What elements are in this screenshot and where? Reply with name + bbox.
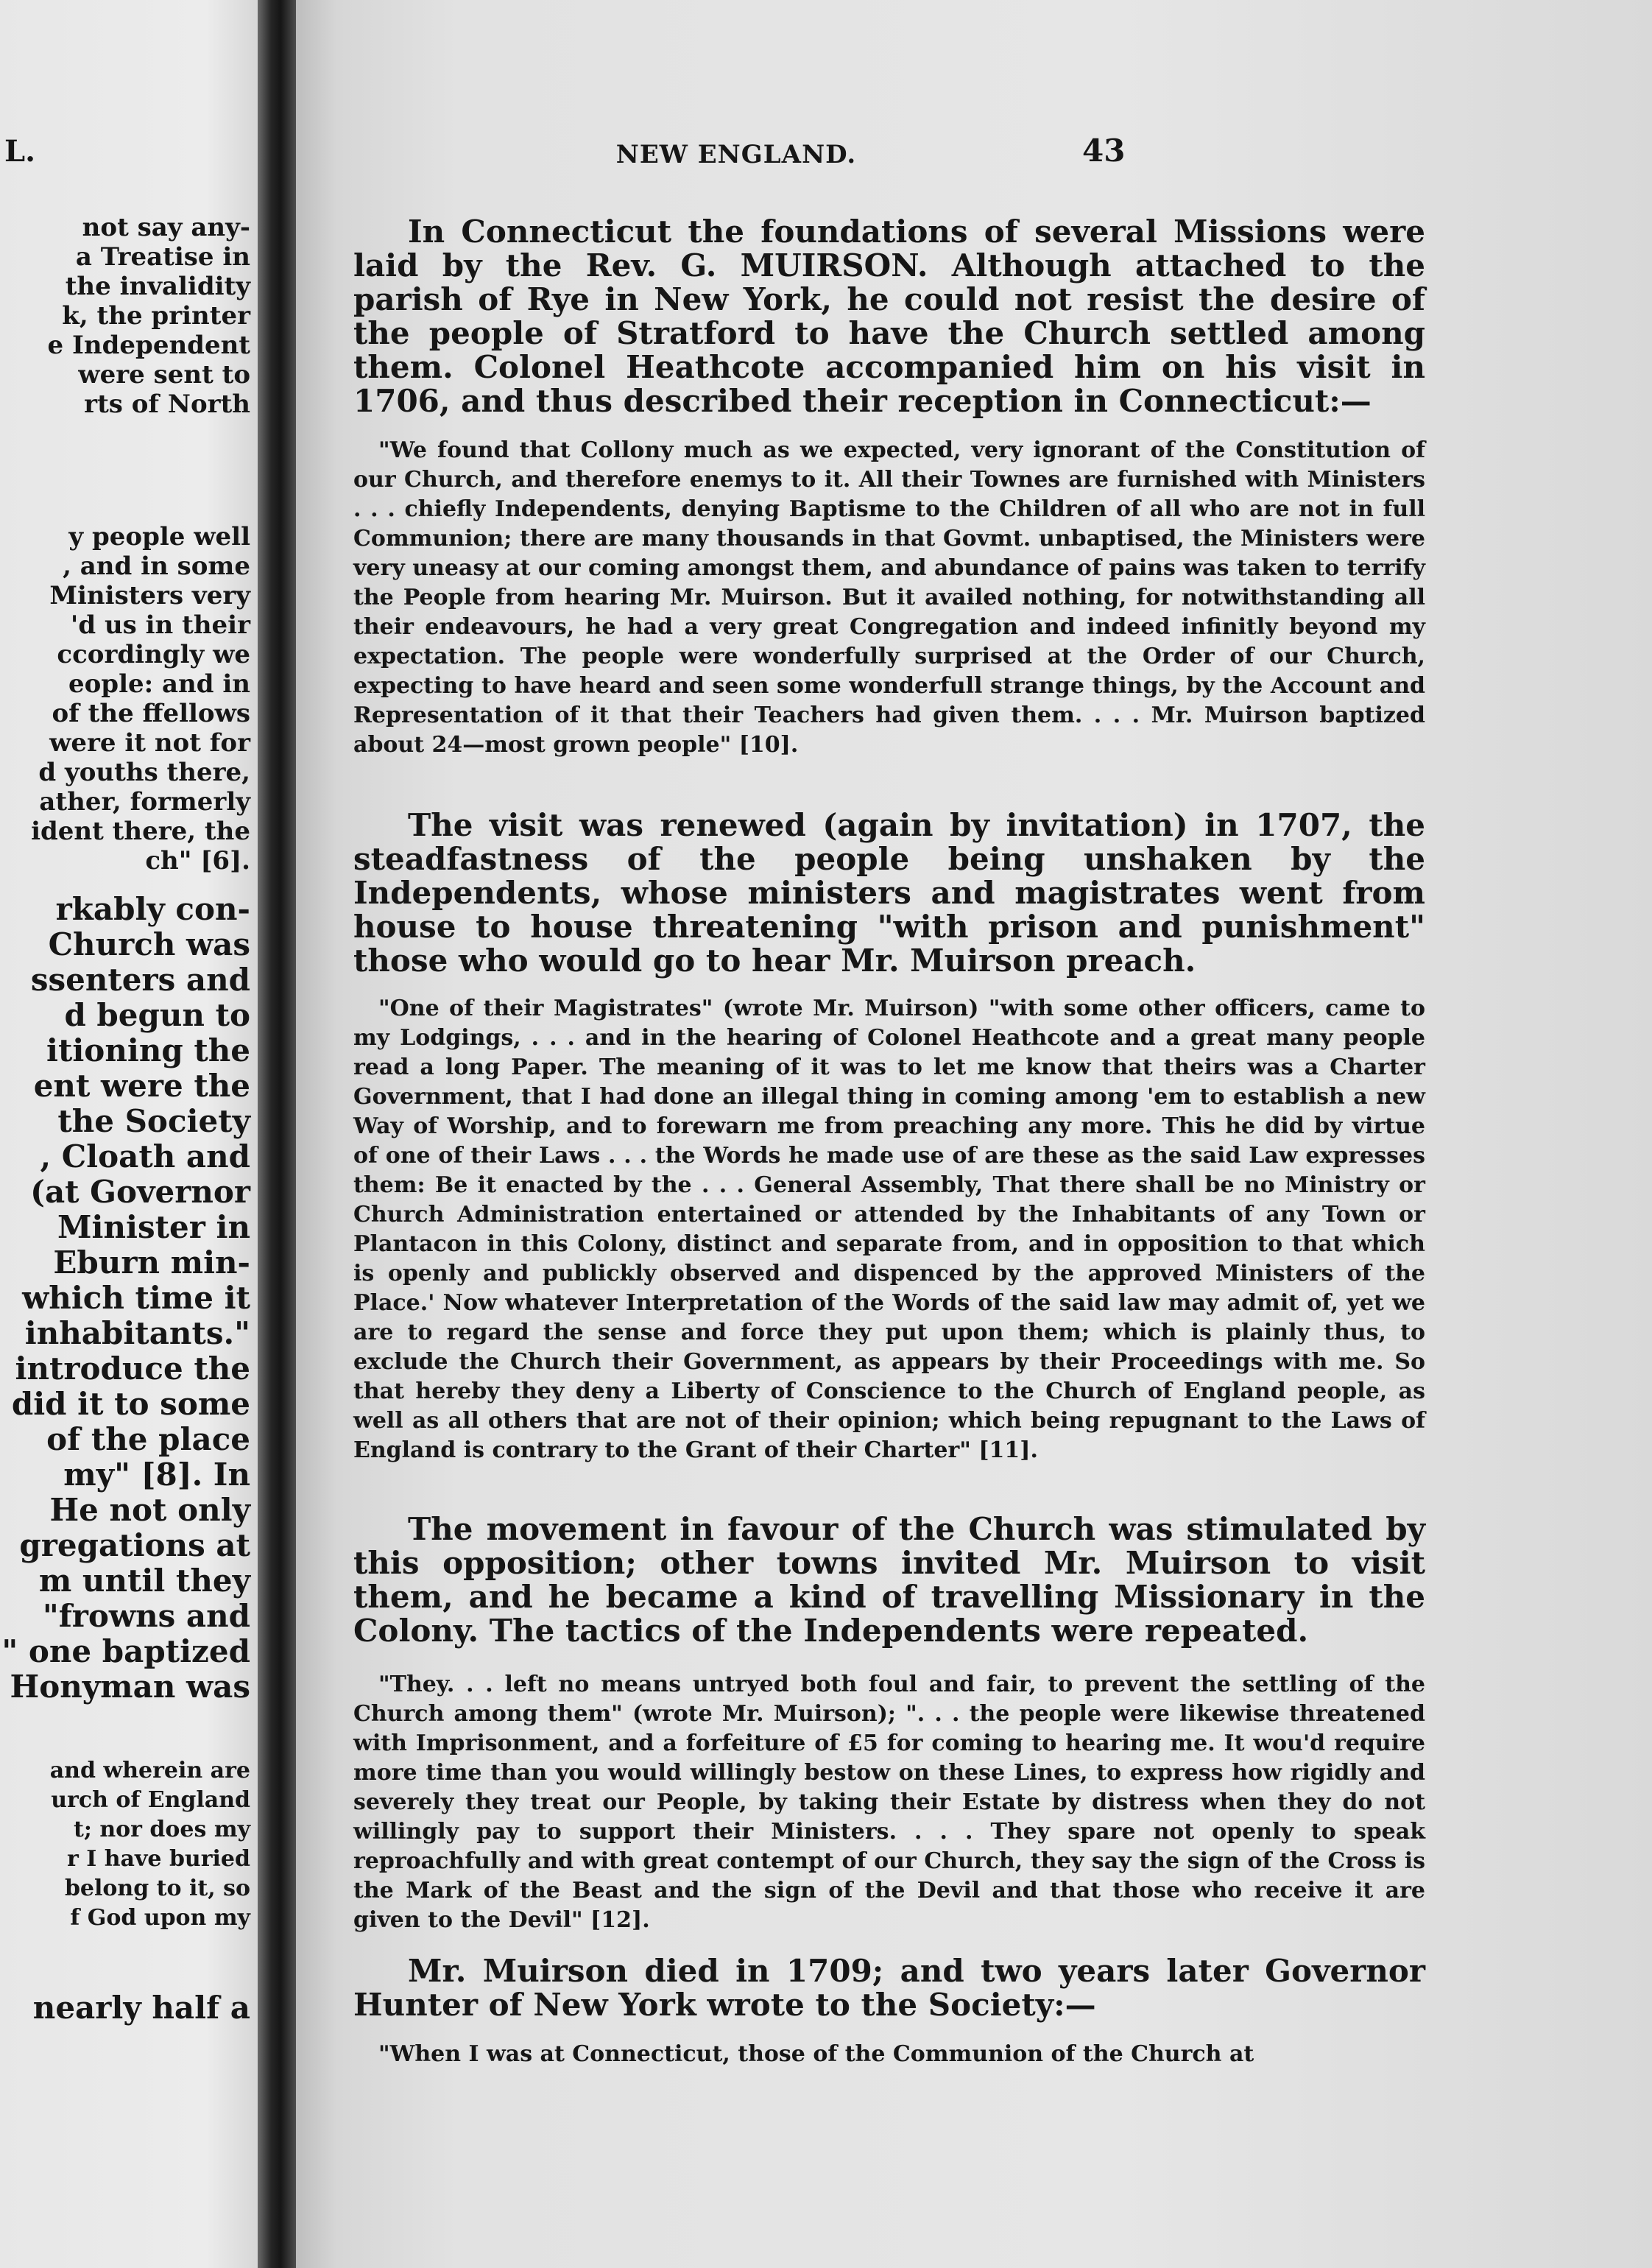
left-page-line: nearly half a [32, 1990, 250, 2026]
left-page-line: Minister in [57, 1209, 250, 1245]
left-page-line: y people well [68, 522, 250, 552]
block-quote: "When I was at Connecticut, those of the Communion of the Church at [378, 2041, 1254, 2067]
block-quote: "One of their Magistrates" (wrote Mr. Muirson) "with some other officers, came to my Lodgings, . . . and in the hearing of Colonel Heathcote and a great many people read a long Paper. The meaning of it was to let me know that theirs was a Charter Government, that I had done an illegal thing in coming among 'em to establish a new Way of Worship, and to forewarn me from preaching any more. This he did by virtue of one of their Laws . . . the Words he made use of are these as the said Law expresses them: Be it enacted by the . . . General Assembly, That there shall be no Ministry or Church Administration entertained or attended by the Inhabitants of any Town or Plantacon in this Colony, distinct and separate from, and in opposition to that which is openly and publickly observed and dispenced by the approved Ministers of the Place.' Now whatever Interpretation of the Words of the said law may admit of, yet we are to regard the sense and force they put upon them; which is plainly thus, to exclude the Church their Government, as appears by their Proceedings with me. So that hereby they deny a Liberty of Conscience to the Church of England people, as well as all others that are not of their opinion; which being repugnant to the Laws of England is contrary to the Grant of their Charter" [11]. [353, 996, 1425, 1463]
block-quote: "They. . . left no means untryed both foul and fair, to prevent the settling of the Church among them" (wrote Mr. Muirson); ". . . the people were likewise threatened with Imprisonment, and a forfeiture of £5 for coming to hearing me. It wou'd require more time than you would willingly bestow on these Lines, to express how rigidly and severely they treat our People, by taking their Estate by distress when they do not willingly pay to support their Ministers. . . . They spare not openly to speak reproachfully and with great contempt of our Church, they say the sign of the Cross is the Mark of the Beast and the sign of the Devil and that those who receive it are given to the Devil" [12]. [353, 1672, 1425, 1933]
left-page-line: not say any- [82, 213, 250, 242]
left-page-line: introduce the [15, 1350, 250, 1387]
left-page-line: gregations at [19, 1527, 250, 1563]
left-page-line: (at Governor [30, 1174, 250, 1210]
left-page-line: were sent to [78, 360, 250, 390]
left-page-line: f God upon my [70, 1905, 250, 1931]
left-page-line: Honyman was [10, 1669, 250, 1705]
left-page-line: t; nor does my [73, 1817, 250, 1842]
left-page-line: the Society [57, 1103, 250, 1139]
left-page-line: ssenters and [30, 962, 250, 998]
left-page-line: and wherein are [49, 1758, 250, 1783]
block-quote: "We found that Collony much as we expected, very ignorant of the Constitution of our Church, and therefore enemys to it. All their Townes are furnished with Ministers . . . chiefly Independents, denying Baptisme to the Children of all who are not in full Communion; there are many thousands in that Govmt. unbaptised, the Ministers were very uneasy at our coming amongst them, and abundance of pains was taken to terrify the People from hearing Mr. Muirson. But it availed nothing, for notwithstanding all their endeavours, he had a very great Congregation and indeed infinitly beyond my expectation. The people were wonderfully surprised at the Order of our Church, expecting to have heard and seen some wonderfull strange things, by the Account and Representation of it that their Teachers had given them. . . . Mr. Muirson baptized about 24—most grown people" [10]. [353, 437, 1425, 758]
running-head: NEW ENGLAND. [615, 140, 857, 169]
left-page-line: ident there, the [31, 817, 250, 846]
body-paragraph: In Connecticut the foundations of several Missions were laid by the Rev. G. MUIRSON. Although attached to the parish of Rye in New York, he could not resist the desire of the people of Stratford to have the Church settled among them. Colonel Heathcote accompanied him on his visit in 1706, and thus described their reception in Connecticut:— [353, 214, 1425, 419]
left-page-line: k, the printer [62, 301, 250, 331]
left-page-line: my" [8]. In [63, 1457, 250, 1493]
left-page-line: were it not for [49, 728, 250, 758]
left-page-line: ather, formerly [39, 787, 250, 817]
left-page-line: rts of North [84, 390, 250, 419]
left-page-line: did it to some [11, 1386, 250, 1422]
left-page-line: ccordingly we [57, 640, 250, 669]
page-number: 43 [1082, 133, 1126, 169]
left-page-line: ch" [6]. [145, 846, 250, 876]
left-page-line: of the place [46, 1421, 250, 1457]
left-page-header: L. [4, 134, 36, 169]
left-page-line: inhabitants." [24, 1315, 250, 1351]
left-page-line: , and in some [63, 552, 250, 581]
left-page-line: the invalidity [65, 272, 250, 301]
book-gutter [258, 0, 296, 2268]
left-page-fragment [0, 0, 258, 2268]
left-page-line: "frowns and [42, 1598, 250, 1634]
body-paragraph: Mr. Muirson died in 1709; and two years later Governor Hunter of New York wrote to the Society:— [353, 1953, 1425, 2023]
left-page-line: d begun to [64, 997, 250, 1033]
left-page-line: a Treatise in [75, 242, 250, 272]
left-page-line: , Cloath and [40, 1138, 250, 1174]
left-page-line: eople: and in [68, 669, 250, 699]
left-page-line: of the ffellows [52, 699, 250, 728]
body-paragraph: The visit was renewed (again by invitation) in 1707, the steadfastness of the people being unshaken by the Independents, whose ministers and magistrates went from house to house threatening "with prison and punishment" those who would go to hear Mr. Muirson preach. [353, 807, 1425, 979]
left-page-line: rkably con- [55, 891, 250, 927]
left-page-line: Eburn min- [53, 1244, 250, 1281]
left-page-line: He not only [49, 1492, 250, 1528]
left-page-line: " one baptized [1, 1633, 250, 1669]
left-page-line: which time it [22, 1280, 250, 1316]
left-page-line: r I have buried [67, 1846, 250, 1872]
left-page-line: 'd us in their [70, 610, 250, 640]
left-page-line: ent were the [33, 1068, 250, 1104]
left-page-line: belong to it, so [64, 1876, 250, 1901]
left-page-line: e Independent [47, 331, 250, 360]
left-page-line: m until they [38, 1563, 250, 1599]
left-page-line: Ministers very [49, 581, 250, 610]
left-page-line: itioning the [46, 1032, 250, 1068]
body-paragraph: The movement in favour of the Church was stimulated by this opposition; other towns invited Mr. Muirson to visit them, and he became a kind of travelling Missionary in the Colony. The tactics of the Independents were repeated. [353, 1511, 1425, 1649]
left-page-line: Church was [48, 926, 250, 962]
left-page-line: d youths there, [38, 758, 250, 787]
left-page-line: urch of England [51, 1787, 250, 1813]
